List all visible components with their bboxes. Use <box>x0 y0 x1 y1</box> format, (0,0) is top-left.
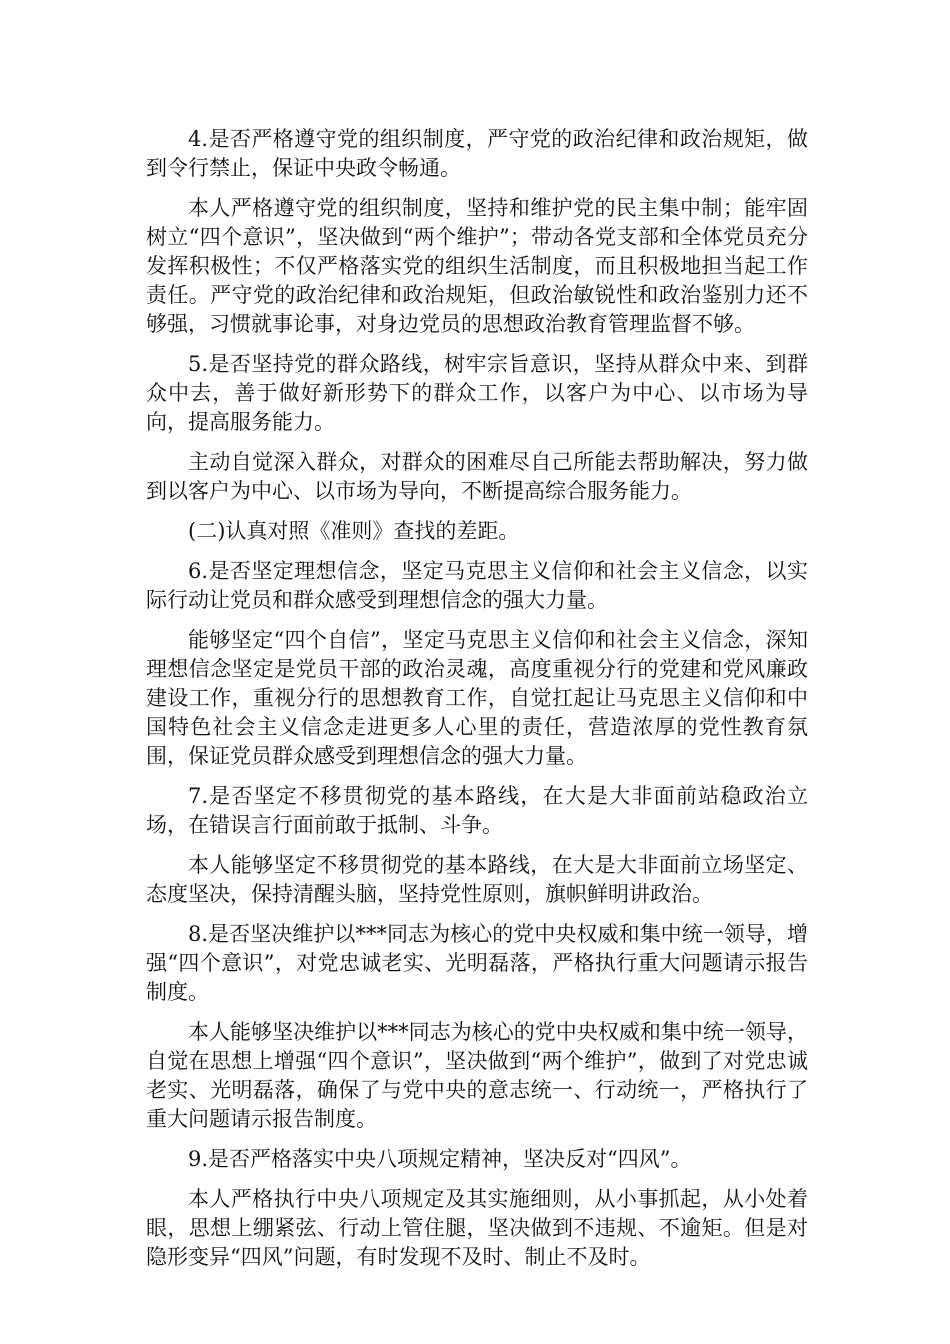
paragraph-item-5-response: 主动自觉深入群众，对群众的困难尽自己所能去帮助解决，努力做到以客户为中心、以市场为导向，不断提高综合服务能力。 <box>146 450 808 503</box>
paragraph-item-5-heading: 5.是否坚持党的群众路线，树牢宗旨意识，坚持从群众中来、到群众中去，善于做好新形势下的群众工作，以客户为中心、以市场为导向，提高服务能力。 <box>146 352 808 434</box>
paragraph-item-6-heading: 6.是否坚定理想信念，坚定马克思主义信仰和社会主义信念，以实际行动让党员和群众感受到理想信念的强大力量。 <box>146 559 808 612</box>
paragraph-item-7-heading: 7.是否坚定不移贯彻党的基本路线，在大是大非面前站稳政治立场，在错误言行面前敢于抵制、斗争。 <box>146 784 808 837</box>
paragraph-item-9-heading: 9.是否严格落实中央八项规定精神，坚决反对“四风”。 <box>188 1147 692 1171</box>
paragraph-item-8-response: 本人能够坚决维护以***同志为核心的党中央权威和集中统一领导，自觉在思想上增强“四个意识”，坚决做到“两个维护”，做到了对党忠诚老实、光明磊落，确保了与党中央的意志统一、行动统一，严格执行了重大问题请示报告制度。 <box>146 1020 808 1131</box>
section-heading: (二)认真对照《准则》查找的差距。 <box>188 519 520 543</box>
document-body <box>146 125 808 1283</box>
paragraph-item-8-heading: 8.是否坚决维护以***同志为核心的党中央权威和集中统一领导，增强“四个意识”，对党忠诚老实、光明磊落，严格执行重大问题请示报告制度。 <box>146 922 808 1004</box>
paragraph-item-4-heading: 4.是否严格遵守党的组织制度，严守党的政治纪律和政治规矩，做到令行禁止，保证中央政令畅通。 <box>146 127 808 180</box>
paragraph-item-4-response: 本人严格遵守党的组织制度，坚持和维护党的民主集中制；能牢固树立“四个意识”，坚决做到“两个维护”；带动各党支部和全体党员充分发挥积极性；不仅严格落实党的组织生活制度，而且积极地担当起工作责任。严守党的政治纪律和政治规矩，但政治敏锐性和政治鉴别力还不够强，习惯就事论事，对身边党员的思想政治教育管理监督不够。 <box>146 196 808 336</box>
paragraph-item-9-response: 本人严格执行中央八项规定及其实施细则，从小事抓起，从小处着眼，思想上绷紧弦、行动上管住腿，坚决做到不违规、不逾矩。但是对隐形变异“四风”问题，有时发现不及时、制止不及时。 <box>146 1187 808 1269</box>
paragraph-item-6-response: 能够坚定“四个自信”，坚定马克思主义信仰和社会主义信念，深知理想信念坚定是党员干部的政治灵魂，高度重视分行的党建和党风廉政建设工作，重视分行的思想教育工作，自觉扛起让马克思主义信仰和中国特色社会主义信念走进更多人心里的责任，营造浓厚的党性教育氛围，保证党员群众感受到理想信念的强大力量。 <box>146 628 808 768</box>
paragraph-item-7-response: 本人能够坚定不移贯彻党的基本路线，在大是大非面前立场坚定、态度坚决，保持清醒头脑，坚持党性原则，旗帜鲜明讲政治。 <box>146 853 808 906</box>
